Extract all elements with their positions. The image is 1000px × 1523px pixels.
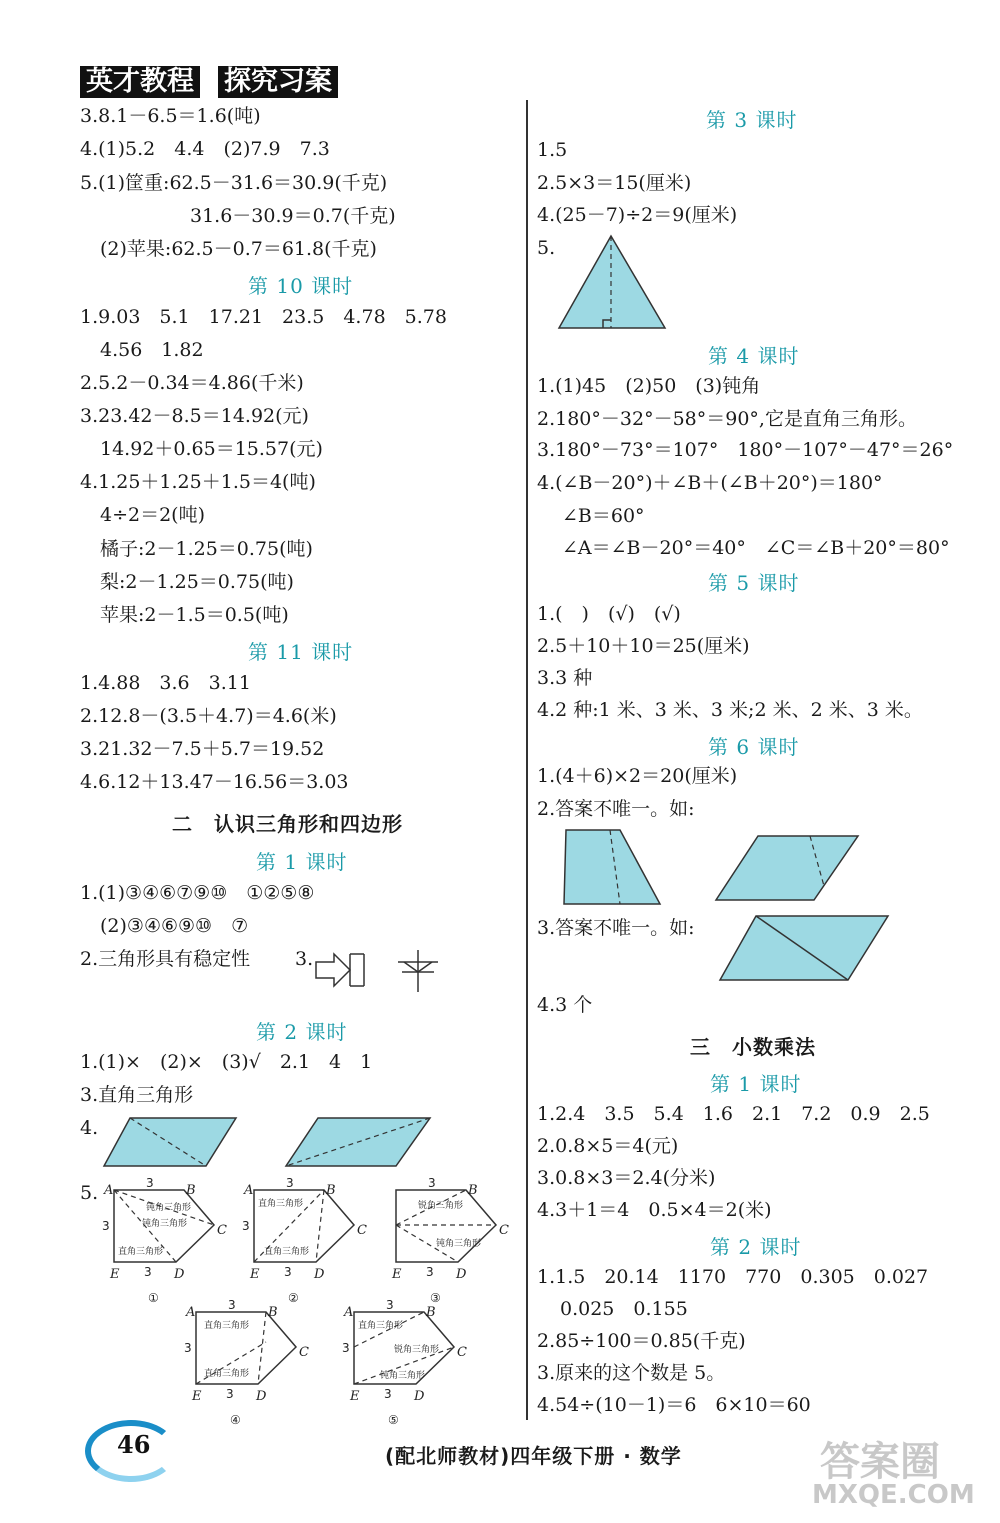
figure-number: ① [148, 1291, 159, 1305]
answer-line: (2)苹果:62.5－0.7＝61.8(千克) [100, 238, 377, 260]
brand-title-2: 探究习案 [218, 66, 338, 98]
parallelogram [720, 916, 888, 980]
label-C: C [217, 1223, 227, 1238]
answer-line: 2.三角形具有稳定性 [80, 948, 251, 970]
arrow-shape [316, 954, 350, 986]
label-C: C [499, 1223, 509, 1238]
post-brace-right [418, 962, 432, 972]
answer-line: 梨:2－1.25＝0.75(吨) [100, 571, 294, 593]
figure-number: ③ [430, 1291, 441, 1305]
side-length: 3 [426, 1265, 434, 1279]
answer-line: 4.3 个 [537, 994, 593, 1016]
answer-line: 4.56 1.82 [100, 339, 204, 361]
answer-line: 1.( ) (√) (√) [537, 603, 681, 625]
answer-line: 1.(1)③④⑥⑦⑨⑩ ①②⑤⑧ [80, 882, 315, 904]
triangle-label: 钝角三角形 [146, 1203, 192, 1213]
lesson-heading: 第 10 课时 [248, 274, 354, 298]
footer-title: (配北师教材)四年级下册 · 数学 [385, 1444, 682, 1468]
label-A: A [104, 1183, 114, 1198]
page-number: 46 [117, 1430, 151, 1459]
triangle-label: 钝角三角形 [380, 1371, 426, 1381]
label-D: D [414, 1389, 425, 1404]
answer-line: 0.025 0.155 [560, 1298, 688, 1320]
figure-number: ⑤ [388, 1413, 399, 1427]
triangle-label: 直角三角形 [204, 1321, 250, 1331]
label-A: A [186, 1305, 196, 1320]
label-C: C [299, 1345, 309, 1360]
triangle-label: 钝角三角形 [436, 1239, 482, 1249]
answer-line: 4.2 种:1 米、3 米、3 米;2 米、2 米、3 米。 [537, 699, 923, 721]
trapezoid-parallelogram-figures [560, 826, 870, 908]
answer-line: 4.(∠B－20°)＋∠B＋(∠B＋20°)＝180° [537, 472, 883, 494]
answer-line: 4.1.25＋1.25＋1.5＝4(吨) [80, 471, 316, 493]
figure-number: ② [288, 1291, 299, 1305]
label-C: C [457, 1345, 467, 1360]
lesson-heading: 第 1 课时 [710, 1072, 802, 1096]
label-B: B [268, 1305, 278, 1320]
answer-line: 2.5＋10＋10＝25(厘米) [537, 635, 750, 657]
answer-line: 4.(1)5.2 4.4 (2)7.9 7.3 [80, 138, 330, 160]
side-length: 3 [342, 1341, 350, 1355]
triangle-label: 锐角三角形 [418, 1201, 464, 1211]
answer-line: ∠A＝∠B－20°＝40° ∠C＝∠B＋20°＝80° [562, 537, 950, 559]
answer-line: 5.(1)筐重:62.5－31.6＝30.9(千克) [80, 172, 388, 194]
answer-line: 3.21.32－7.5＋5.7＝19.52 [80, 738, 325, 760]
pentagon-4 [184, 1298, 309, 1427]
answer-line: 1.4.88 3.6 3.11 [80, 672, 251, 694]
label-D: D [256, 1389, 267, 1404]
label-E: E [110, 1267, 120, 1282]
answer-line: 1.5 [537, 139, 568, 161]
label-E: E [392, 1267, 402, 1282]
side-length: 3 [146, 1176, 154, 1190]
answer-line: 1.(1)× (2)× (3)√ 2.1 4 1 [80, 1051, 373, 1073]
answer-line: 3.原来的这个数是 5。 [537, 1362, 726, 1384]
answer-line: 1.9.03 5.1 17.21 23.5 4.78 5.78 [80, 306, 447, 328]
brand-header [80, 66, 356, 98]
answer-line: 3.0.8×3＝2.4(分米) [537, 1167, 716, 1189]
label-B: B [426, 1305, 436, 1320]
answer-line: 3.直角三角形 [80, 1084, 194, 1106]
side-length: 3 [242, 1219, 250, 1233]
reinforced-shapes-figure [312, 948, 442, 996]
answer-line: 4.(25－7)÷2＝9(厘米) [537, 204, 738, 226]
section-title: 二 认识三角形和四边形 [172, 812, 403, 836]
triangle-height-figure [555, 232, 673, 332]
side-length: 3 [184, 1341, 192, 1355]
pentagon-5 [342, 1298, 467, 1427]
parallelogram [716, 836, 858, 900]
lesson-heading: 第 3 课时 [706, 108, 798, 132]
answer-line: 3.23.42－8.5＝14.92(元) [80, 405, 309, 427]
answer-line: 3. [295, 948, 314, 970]
answer-line: 2.85÷100＝0.85(千克) [537, 1330, 746, 1352]
label-B: B [186, 1183, 196, 1198]
answer-line: 4÷2＝2(吨) [100, 504, 206, 526]
lesson-heading: 第 1 课时 [256, 850, 348, 874]
answer-line: (2)③④⑥⑨⑩ ⑦ [100, 915, 249, 937]
side-length: 3 [428, 1176, 436, 1190]
triangle-label: 直角三角形 [258, 1199, 304, 1209]
pentagon-1 [102, 1176, 227, 1305]
answer-line: 1.(1)45 (2)50 (3)钝角 [537, 375, 761, 397]
side-length: 3 [384, 1387, 392, 1401]
answer-line: 14.92＋0.65＝15.57(元) [100, 438, 323, 460]
triangle-label: 锐角三角形 [394, 1345, 440, 1355]
answer-line: 31.6－30.9＝0.7(千克) [190, 205, 396, 227]
triangle-label: 直角三角形 [204, 1369, 250, 1379]
triangle [559, 236, 665, 328]
answer-line: 4.54÷(10－1)＝6 6×10＝60 [537, 1394, 811, 1416]
answer-line: 2.答案不唯一。如: [537, 798, 695, 820]
answer-line: 2.0.8×5＝4(元) [537, 1135, 679, 1157]
label-E: E [250, 1267, 260, 1282]
watermark-logo: 答案圈 [820, 1439, 940, 1485]
answer-line: 2.5.2－0.34＝4.86(千米) [80, 372, 304, 394]
answer-line: 5. [80, 1182, 99, 1204]
label-D: D [456, 1267, 467, 1282]
triangle-label: 直角三角形 [118, 1247, 164, 1257]
lesson-heading: 第 11 课时 [248, 640, 354, 664]
label-A: A [344, 1305, 354, 1320]
label-E: E [192, 1389, 202, 1404]
answer-line: 3.答案不唯一。如: [537, 917, 695, 939]
answer-line: 2.5×3＝15(厘米) [537, 172, 692, 194]
pentagon-figures [100, 1176, 520, 1427]
pentagon-3 [391, 1176, 509, 1305]
figure-number: ④ [230, 1413, 241, 1427]
triangle-label: 直角三角形 [358, 1321, 404, 1331]
pentagon-2 [242, 1176, 367, 1305]
label-D: D [174, 1267, 185, 1282]
answer-line: 2.12.8－(3.5＋4.7)＝4.6(米) [80, 705, 337, 727]
answer-line: 橘子:2－1.25＝0.75(吨) [100, 538, 313, 560]
answer-line: 1.2.4 3.5 5.4 1.6 2.1 7.2 0.9 2.5 [537, 1103, 930, 1125]
lesson-heading: 第 4 课时 [708, 344, 800, 368]
parallelogram-figures [100, 1114, 500, 1172]
label-C: C [357, 1223, 367, 1238]
lesson-heading: 第 2 课时 [710, 1235, 802, 1259]
label-B: B [326, 1183, 336, 1198]
answer-line: 1.1.5 20.14 1170 770 0.305 0.027 [537, 1266, 929, 1288]
answer-line: 5. [537, 237, 556, 259]
side-length: 3 [144, 1265, 152, 1279]
brand-title-1: 英才教程 [80, 66, 200, 98]
section-title: 三 小数乘法 [690, 1035, 816, 1059]
label-B: B [468, 1183, 478, 1198]
label-A: A [244, 1183, 254, 1198]
answer-line: ∠B＝60° [562, 505, 645, 527]
post-brace-left [404, 962, 418, 972]
lesson-heading: 第 5 课时 [708, 571, 800, 595]
side-length: 3 [386, 1298, 394, 1312]
answer-line: 1.(4＋6)×2＝20(厘米) [537, 765, 738, 787]
lesson-heading: 第 2 课时 [256, 1020, 348, 1044]
parallelogram-diagonal-figure [716, 912, 894, 984]
answer-line: 苹果:2－1.5＝0.5(吨) [100, 604, 289, 626]
column-divider [526, 100, 528, 1420]
answer-line: 4. [80, 1117, 99, 1139]
side-length: 3 [228, 1298, 236, 1312]
label-D: D [314, 1267, 325, 1282]
answer-line: 3.180°－73°＝107° 180°－107°－47°＝26° [537, 439, 954, 461]
parallelogram-1 [104, 1118, 236, 1166]
side-length: 3 [284, 1265, 292, 1279]
lesson-heading: 第 6 课时 [708, 735, 800, 759]
watermark-url: MXQE.COM [812, 1480, 975, 1510]
answer-line: 2.180°－32°－58°＝90°,它是直角三角形。 [537, 408, 917, 430]
side-length: 3 [286, 1176, 294, 1190]
answer-line: 3.3 种 [537, 667, 593, 689]
answer-line: 4.3＋1＝4 0.5×4＝2(米) [537, 1199, 772, 1221]
side-length: 3 [102, 1219, 110, 1233]
answer-line: 4.6.12＋13.47－16.56＝3.03 [80, 771, 349, 793]
side-length: 3 [226, 1387, 234, 1401]
label-E: E [350, 1389, 360, 1404]
triangle-label: 直角三角形 [264, 1247, 310, 1257]
triangle-label: 钝角三角形 [142, 1219, 188, 1229]
page-number-badge [85, 1420, 175, 1476]
answer-line: 3.8.1－6.5＝1.6(吨) [80, 105, 261, 127]
